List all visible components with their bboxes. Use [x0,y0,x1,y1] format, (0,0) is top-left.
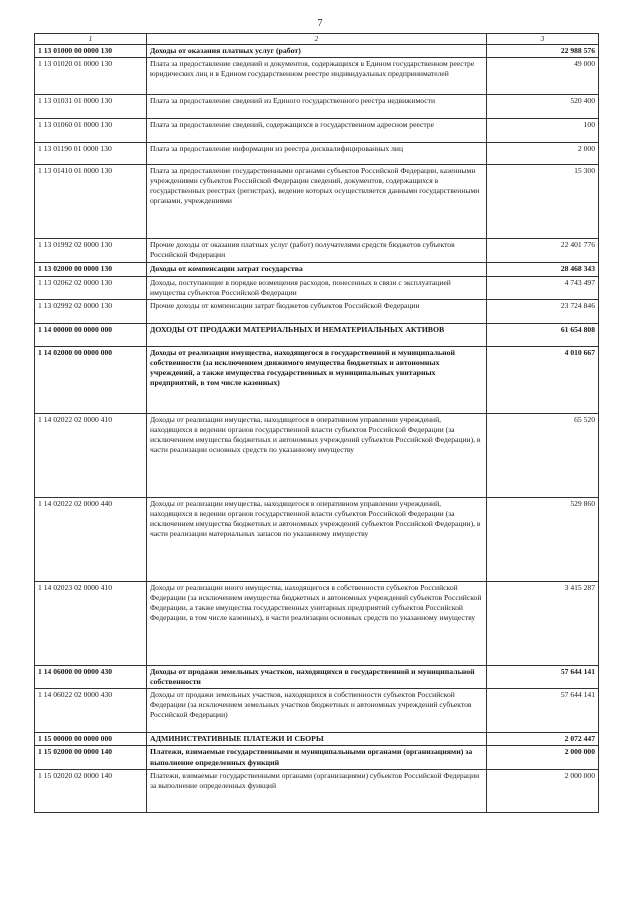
table-row [35,299,599,323]
budget-code: 1 15 00000 00 0000 000 [35,733,147,746]
budget-code: 1 14 06022 02 0000 430 [35,689,147,733]
budget-code: 1 13 02000 00 0000 130 [35,263,147,276]
revenue-name: Доходы от продажи земельных участков, находящихся в государственной и муниципальной собственности [147,665,487,689]
table-row [35,581,599,665]
table-row [35,323,599,346]
budget-code: 1 14 02023 02 0000 410 [35,581,147,665]
budget-code: 1 14 00000 00 0000 000 [35,323,147,346]
budget-code: 1 14 02022 02 0000 440 [35,497,147,581]
revenue-name: Прочие доходы от оказания платных услуг (работ) получателями средств бюджетов субъектов Российской Федерации [147,239,487,263]
amount: 15 300 [487,165,599,239]
revenue-name: Прочие доходы от компенсации затрат бюджетов субъектов Российской Федерации [147,299,487,323]
table-row [35,45,599,58]
table-row [35,497,599,581]
column-number-2: 2 [147,34,487,45]
revenue-name: Доходы от реализации имущества, находящегося в оперативном управлении учреждений, находящихся в ведении органов государственной власти субъектов Российской Федерации (за исключением имущества бюджетных и автономных учреждений субъектов Российской Федерации), в части реализации материальных запасов по указанному имуществу [147,497,487,581]
revenue-name: Доходы от оказания платных услуг (работ) [147,45,487,58]
budget-code: 1 15 02000 00 0000 140 [35,746,147,770]
amount: 22 988 576 [487,45,599,58]
page-number: 7 [317,18,323,29]
amount: 529 860 [487,497,599,581]
revenue-table [34,33,599,813]
revenue-name: Плата за предоставление сведений из Единого государственного реестра недвижимости [147,95,487,119]
table-row [35,689,599,733]
budget-code: 1 13 02992 02 0000 130 [35,299,147,323]
budget-code: 1 13 01020 01 0000 130 [35,58,147,95]
budget-code: 1 13 02062 02 0000 130 [35,276,147,299]
table-row [35,665,599,689]
budget-code: 1 13 01031 01 0000 130 [35,95,147,119]
amount: 22 401 776 [487,239,599,263]
table-row [35,119,599,143]
revenue-name: АДМИНИСТРАТИВНЫЕ ПЛАТЕЖИ И СБОРЫ [147,733,487,746]
amount: 4 010 667 [487,346,599,413]
table-row [35,770,599,813]
table-row [35,733,599,746]
amount: 520 400 [487,95,599,119]
budget-code: 1 13 01410 01 0000 130 [35,165,147,239]
budget-code: 1 15 02020 02 0000 140 [35,770,147,813]
budget-code: 1 13 01190 01 0000 130 [35,143,147,165]
table-row [35,276,599,299]
revenue-name: Доходы от компенсации затрат государства [147,263,487,276]
budget-code: 1 13 01000 00 0000 130 [35,45,147,58]
amount: 57 644 141 [487,689,599,733]
revenue-name: Доходы от реализации имущества, находящегося в государственной и муниципальной собственности (за исключением движимого имущества бюджетных и автономных учреждений, а также имущества государственных и муниципальных унитарных предприятий, в том числе казенных) [147,346,487,413]
amount: 61 654 808 [487,323,599,346]
budget-code: 1 13 01992 02 0000 130 [35,239,147,263]
amount: 100 [487,119,599,143]
revenue-name: Доходы, поступающие в порядке возмещения расходов, понесенных в связи с эксплуатацией имущества субъектов Российской Федерации [147,276,487,299]
revenue-name: Плата за предоставление информации из реестра дисквалифицированных лиц [147,143,487,165]
table-row [35,95,599,119]
revenue-name: Доходы от реализации иного имущества, находящегося в собственности субъектов Российской Федерации (за исключением имущества бюджетных и автономных учреждений субъектов Российской Федерации, а также имущества государственных унитарных предприятий субъектов Российской Федерации, в том числе казенных), в части реализации основных средств по указанному имуществу [147,581,487,665]
revenue-name: ДОХОДЫ ОТ ПРОДАЖИ МАТЕРИАЛЬНЫХ И НЕМАТЕРИАЛЬНЫХ АКТИВОВ [147,323,487,346]
table-row [35,143,599,165]
revenue-name: Плата за предоставление сведений, содержащихся в государственном адресном реестре [147,119,487,143]
amount: 3 415 287 [487,581,599,665]
revenue-name: Платежи, взимаемые государственными органами (организациями) субъектов Российской Федерации за выполнение определенных функций [147,770,487,813]
amount: 49 000 [487,58,599,95]
revenue-name: Плата за предоставление государственными органами субъектов Российской Федерации, казенными учреждениями субъектов Российской Федерации сведений, документов, содержащихся в государственных реестрах (регистрах), ведение которых осуществляется данными государственными органами, учреждениями [147,165,487,239]
column-number-3: 3 [487,34,599,45]
amount: 2 000 [487,143,599,165]
budget-code: 1 13 01060 01 0000 130 [35,119,147,143]
table-row [35,746,599,770]
amount: 57 644 141 [487,665,599,689]
column-number-1: 1 [35,34,147,45]
table-row [35,165,599,239]
revenue-name: Плата за предоставление сведений и документов, содержащихся в Едином государственном реестре юридических лиц и в Едином государственном реестре индивидуальных предпринимателей [147,58,487,95]
budget-code: 1 14 06000 00 0000 430 [35,665,147,689]
amount: 4 743 497 [487,276,599,299]
table-row [35,58,599,95]
amount: 2 000 000 [487,770,599,813]
revenue-name: Доходы от продажи земельных участков, находящихся в собственности субъектов Российской Федерации (за исключением земельных участков бюджетных и автономных учреждений субъектов Российской Федерации) [147,689,487,733]
revenue-name: Доходы от реализации имущества, находящегося в оперативном управлении учреждений, находящихся в ведении органов государственной власти субъектов Российской Федерации (за исключением имущества бюджетных и автономных учреждений субъектов Российской Федерации), в части реализации основных средств по указанному имуществу [147,413,487,497]
amount: 2 072 447 [487,733,599,746]
table-row [35,346,599,413]
amount: 28 468 343 [487,263,599,276]
revenue-name: Платежи, взимаемые государственными и муниципальными органами (организациями) за выполнение определенных функций [147,746,487,770]
table-row [35,239,599,263]
table-row [35,263,599,276]
budget-code: 1 14 02000 00 0000 000 [35,346,147,413]
amount: 2 000 000 [487,746,599,770]
budget-code: 1 14 02022 02 0000 410 [35,413,147,497]
column-number-row [35,34,599,45]
table-row [35,413,599,497]
amount: 23 724 846 [487,299,599,323]
amount: 65 520 [487,413,599,497]
